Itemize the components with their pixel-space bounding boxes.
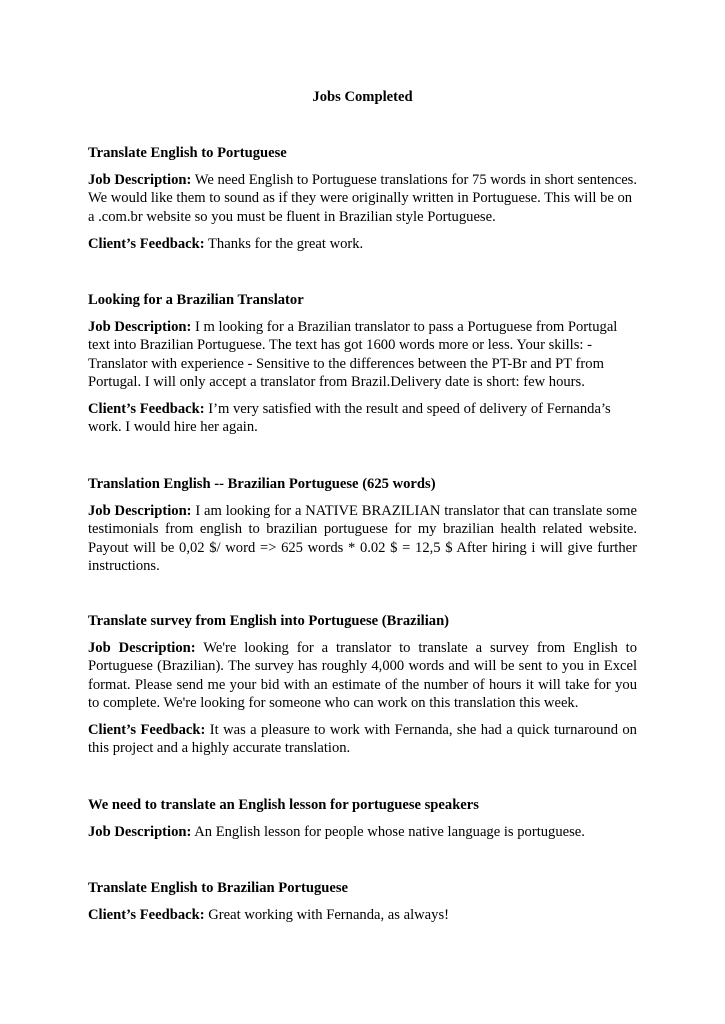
job-description-label: Job Description: [88,319,192,335]
client-feedback [88,235,637,253]
job-description-label: Job Description: [88,172,192,188]
client-feedback [88,400,637,437]
job-description [88,639,637,712]
client-feedback-text: I’m very satisfied with the result and speed of delivery of Fernanda’s work. I would hire her again. [88,401,611,436]
client-feedback-text: Great working with Fernanda, as always! [208,907,449,923]
job-description-label: Job Description: [88,824,192,840]
job-title: Translation English -- Brazilian Portuguese (625 words) [88,476,436,492]
client-feedback-text: It was a pleasure to work with Fernanda, she had a quick turnaround on this project and a highly accurate translation. [88,722,637,757]
job-description-text: We're looking for a translator to translate a survey from English to Portuguese (Brazilian). The survey has roughly 4,000 words and will be sent to you in Excel format. Please send me your bid with an estimate of the number of hours it will take for you to complete. We're looking for someone who can work on this translation this week. [88,640,638,711]
job-title: Translate English to Portuguese [88,145,287,161]
job-title: Looking for a Brazilian Translator [88,292,304,308]
job-entry [88,879,637,933]
job-description [88,171,637,226]
job-title: We need to translate an English lesson for portuguese speakers [88,797,479,813]
client-feedback-label: Client’s Feedback: [88,907,205,923]
job-title: Translate survey from English into Portuguese (Brazilian) [88,613,450,629]
job-description [88,318,637,391]
client-feedback-text: Thanks for the great work. [208,235,364,252]
page-title: Jobs Completed [312,89,413,105]
job-description [88,502,637,575]
client-feedback-label: Client’s Feedback: [88,722,206,739]
job-entry [88,796,637,850]
job-entry [88,291,637,446]
client-feedback-label: Client’s Feedback: [88,401,205,418]
job-description-text: I m looking for a Brazilian translator to pass a Portuguese from Portugal text into Brazilian Portuguese. The text has got 1600 words more or less. Your skills: - Translator with experience - Sensitive to the differences between the PT-Br and PT from Portugal. I will only accept a translator from Brazil.Delivery date is short: few hours. [88,319,618,390]
job-description-label: Job Description: [88,503,192,519]
job-description [88,823,637,841]
job-entry [88,475,637,584]
job-description-label: Job Description: [88,640,196,656]
client-feedback [88,906,637,924]
job-title: Translate English to Brazilian Portuguese [88,880,348,896]
job-description-text: I am looking for a NATIVE BRAZILIAN translator that can translate some testimonials from english to brazilian portuguese for my brazilian health related website. Payout will be 0,02 $/ word => 625 words * 0.02 $ = 12,5 $ After hiring i will give further instructions. [88,503,637,574]
job-entry [88,612,637,767]
job-description-text: We need English to Portuguese translations for 75 words in short sentences. We would like them to sound as if they were originally written in Portuguese. This will be on a .com.br website so you must be fluent in Brazilian style Portuguese. [88,172,637,225]
job-description-text: An English lesson for people whose native language is portuguese. [194,824,585,840]
client-feedback-label: Client’s Feedback: [88,235,205,252]
job-entry [88,144,637,262]
client-feedback [88,721,637,758]
